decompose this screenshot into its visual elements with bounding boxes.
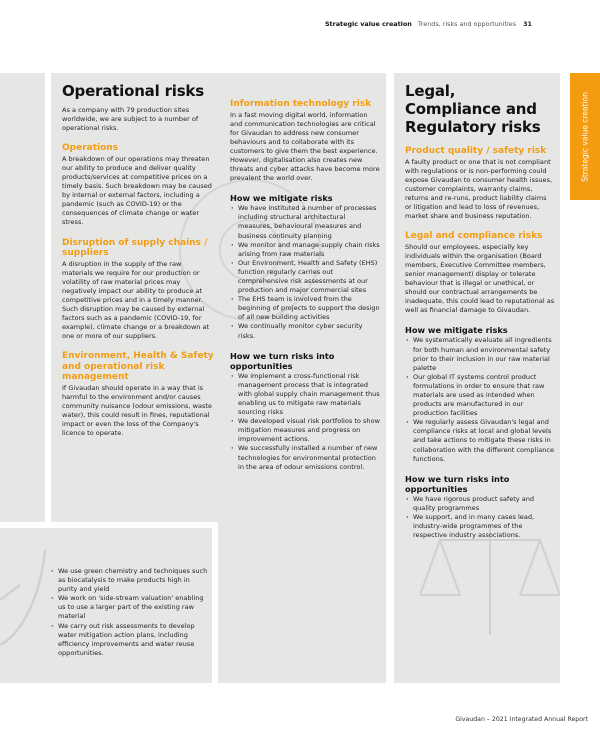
column-operational-right bbox=[230, 99, 380, 472]
product-quality-heading: Product quality / safety risk bbox=[405, 146, 547, 156]
list-item: · We continually monitor cyber security risks. bbox=[230, 322, 380, 340]
list-item: · We monitor and manage supply chain risks arising from raw materials bbox=[230, 241, 380, 259]
panel-left-edge bbox=[0, 73, 45, 522]
list-item: · We regularly assess Givaudan's legal and compliance risks at local and global levels and take actions to mitigate these risks in collaboration with the different compliance functions. bbox=[405, 418, 555, 463]
page-footer: Givaudan – 2021 Integrated Annual Report bbox=[455, 716, 588, 723]
header-subsection: Trends, risks and opportunities bbox=[417, 20, 517, 28]
operations-text: A breakdown of our operations may threaten our ability to produce and deliver quality products/services at competitive prices on a timely basis. Such breakdown may be caused by internal or external factors, including a pandemic (such as COVID-19) or the consequences of climate change or water stress. bbox=[62, 154, 212, 227]
operational-risks-title: Operational risks bbox=[62, 82, 204, 100]
legal-compliance-heading: Legal and compliance risks bbox=[405, 231, 543, 242]
legal-compliance-text: Should our employees, especially key individuals within the organisation (Board members, Executive Committee members, senior management) display or tolerate behaviour that is illegal or unethical, or should our contractual arrangements be inadequate, this could lead to reputational as well as financial damage to Givaudan. bbox=[405, 242, 555, 315]
legal-mitigate-heading: How we mitigate risks bbox=[405, 325, 508, 336]
header-section: Strategic value creation bbox=[324, 20, 412, 28]
legal-opportunities-heading: How we turn risks into opportunities bbox=[405, 473, 510, 494]
list-item: · The EHS team is involved from the beginning of projects to support the design of all new building activities bbox=[230, 295, 380, 322]
list-item: · We developed visual risk portfolios to show mitigation measures and progress on improvement actions. bbox=[230, 417, 380, 444]
it-text: In a fast moving digital world, information and communication technologies are critical for Givaudan to address new consumer behaviours and to collaborate with its customers to give them the best experience. However, digitalisation also creates new threats and cyber attacks have become more prevalent the world over. bbox=[230, 110, 380, 183]
list-item: · We systematically evaluate all ingredients for both human and environmental safety prior to their inclusion in our raw material palette bbox=[405, 336, 555, 372]
column-legal bbox=[405, 82, 555, 540]
list-item: · We carry out risk assessments to develop water mitigation action plans, including efficiency improvements and water reuse opportunities. bbox=[50, 622, 210, 658]
product-quality-text: A faulty product or one that is not compliant with regulations or is non-performing could expose Givaudan to consumer health issues, customer complaints, warranty claims, returns and re-runs, product liability claims or litigation and lead to loss of revenues, market share and business reputation. bbox=[405, 157, 553, 221]
list-item: · We have rigorous product safety and quality programmes bbox=[405, 495, 555, 513]
operations-heading: Operations bbox=[62, 143, 119, 154]
operational-opportunities-heading: How we turn risks into opportunities bbox=[230, 350, 335, 371]
list-item: · We implement a cross-functional risk management process that is integrated with global supply chain management thus enabling us to mitigate raw materials sourcing risks bbox=[230, 372, 380, 417]
list-item: · We work on 'side-stream valuation' enabling us to use a larger part of the existing raw material bbox=[50, 594, 210, 621]
list-item: · We support, and in many cases lead, industry-wide programmes of the respective industry associations. bbox=[405, 513, 555, 540]
list-item: · Our Environment, Health and Safety (EHS) function regularly carries out comprehensive risk assessments at our production and major commercial sites bbox=[230, 259, 380, 295]
list-item: · We successfully installed a number of new technologies for environmental protection in the area of odour emissions control. bbox=[230, 444, 380, 471]
supply-heading: Disruption of supply chains / suppliers bbox=[62, 237, 208, 259]
running-header bbox=[325, 20, 532, 28]
list-item: · We use green chemistry and techniques such as biocatalysis to make products high in purity and yield bbox=[50, 567, 210, 594]
panel-operational-lower bbox=[218, 516, 386, 683]
legal-risks-title: Legal, Compliance and Regulatory risks bbox=[405, 82, 541, 136]
section-side-tab[interactable] bbox=[570, 73, 600, 200]
column-operational-left bbox=[62, 82, 214, 438]
green-initiatives-list bbox=[50, 566, 210, 658]
list-item: · We have instituted a number of processes including structural architectural measures, behavioural measures and business continuity planning bbox=[230, 204, 380, 240]
supply-text: A disruption in the supply of the raw materials we require for our production or volatility of raw material prices may negatively impact our ability to produce at competitive prices and in a timely manner. Such disruption may be caused by external factors such as a pandemic (COVID-19, for example), climate change or a breakdown at one or more of our suppliers. bbox=[62, 259, 210, 341]
ehs-text: If Givaudan should operate in a way that is harmful to the environment and/or causes community nuisance (odour emissions, waste water), this could result in fines, reputational impact or even the loss of the Company's licence to operate. bbox=[62, 383, 213, 438]
page-number: 31 bbox=[523, 20, 532, 28]
list-item: · Our global IT systems control product formulations in order to ensure that raw materials are used as intended when products are manufactured in our production facilities bbox=[405, 373, 555, 418]
it-heading: Information technology risk bbox=[230, 99, 372, 109]
operational-intro: As a company with 79 production sites worldwide, we are subject to a number of operational risks. bbox=[62, 106, 199, 133]
ehs-heading: Environment, Health & Safety and operational risk management bbox=[62, 351, 214, 383]
side-tab-label: Strategic value creation bbox=[580, 91, 590, 182]
operational-mitigate-heading: How we mitigate risks bbox=[230, 193, 333, 204]
